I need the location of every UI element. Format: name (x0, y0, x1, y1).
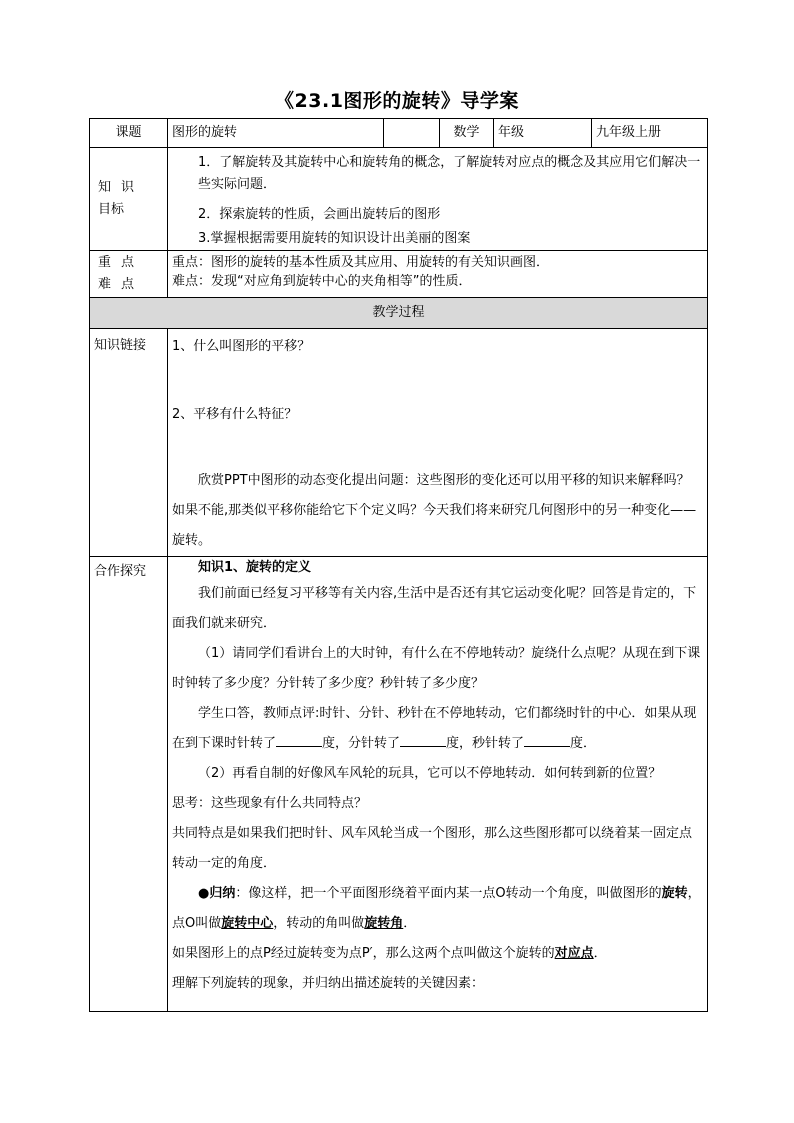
topic-value: 图形的旋转 (168, 119, 384, 148)
objectives-row (90, 148, 708, 251)
link-question-2: 2、平移有什么特征？ (172, 407, 298, 422)
explore-paragraph: 我们前面已经复习平移等有关内容,生活中是否还有其它运动变化呢？回答是肯定的，下面我们就来研究． (172, 586, 697, 631)
explore-paragraph: （2）再看自制的好像风车风轮的玩具，它可以不停地转动．如何转到新的位置？ (198, 766, 662, 781)
links-row (90, 329, 708, 557)
answer-blank[interactable] (276, 732, 322, 747)
link-question-1: 1、什么叫图形的平移？ (172, 339, 311, 354)
answer-blank[interactable] (524, 732, 570, 747)
term-rotation-angle: 旋转角 (364, 916, 404, 931)
bullet-icon: ● (198, 886, 210, 901)
explore-label: 合作探究 (90, 557, 168, 1012)
topic-label: 课题 (90, 119, 168, 148)
grade-value: 九年级上册 (592, 119, 708, 148)
important-point: 重点：图形的旋转的基本性质及其应用、用旋转的有关知识画图． (172, 255, 550, 270)
explore-paragraph: 学生口答，教师点评:时针、分针、秒针在不停地转动，它们都绕时针的中心．如果从现在到下课时针转了 度，分针转了 度，秒针转了 度． (172, 706, 697, 751)
objectives-label-2: 目标 (98, 202, 125, 217)
explore-paragraph: 如果图形上的点P经过旋转变为点P′，那么这两个点叫做这个旋转的对应点． (172, 946, 607, 961)
term-rotation-center: 旋转中心 (221, 916, 274, 931)
explore-heading: 知识1、旋转的定义 (198, 560, 312, 575)
objectives-label-cell (90, 148, 168, 251)
links-content (168, 329, 708, 557)
explore-content (168, 557, 708, 1012)
explore-paragraph: （1）请同学们看讲台上的大时钟，有什么在不停地转动？旋绕什么点呢？从现在到下课时钟转了多少度？分针转了多少度？秒针转了多少度？ (172, 646, 701, 691)
term-rotation: 旋转 (661, 886, 688, 901)
difficult-point: 难点：发现“对应角到旋转中心的夹角相等”的性质． (172, 274, 472, 289)
empty-cell (384, 119, 440, 148)
explore-row (90, 557, 708, 1012)
link-paragraph: 欣赏PPT中图形的动态变化提出问题：这些图形的变化还可以用平移的知识来解释吗？如果不能,那类似平移你能给它下个定义吗？今天我们将来研究几何图形中的另一种变化——旋转。 (172, 473, 697, 548)
objectives-content (168, 148, 708, 251)
objective-item: 2．探索旋转的性质，会画出旋转后的图形 (198, 207, 441, 222)
objective-item: 3.掌握根据需要用旋转的知识设计出美丽的图案 (198, 231, 471, 246)
answer-blank[interactable] (400, 732, 446, 747)
explore-paragraph: 理解下列旋转的现象，并归纳出描述旋转的关键因素： (172, 976, 485, 991)
page-title: 《23.1图形的旋转》导学案 (275, 90, 519, 112)
grade-label: 年级 (494, 119, 592, 148)
process-bar (90, 298, 708, 329)
explore-paragraph: 思考：这些现象有什么共同特点？ (172, 796, 368, 811)
links-label: 知识链接 (90, 329, 168, 557)
subject-value: 数学 (440, 119, 494, 148)
keypoints-label-2: 难点 (98, 277, 145, 292)
process-title: 教学过程 (90, 298, 708, 329)
term-corresponding-point: 对应点 (554, 946, 594, 961)
summary-label: 归纳 (209, 886, 236, 901)
keypoints-label-cell (90, 251, 168, 298)
objectives-label-1: 知识 (98, 180, 145, 195)
header-row (90, 119, 708, 148)
explore-paragraph: 共同特点是如果我们把时针、风车风轮当成一个图形，那么这些图形都可以绕着某一固定点转动一定的角度． (172, 826, 693, 871)
summary-paragraph: ●归纳：像这样，把一个平面图形绕着平面内某一点O转动一个角度，叫做图形的旋转，点O叫做旋转中心，转动的角叫做旋转角． (172, 886, 701, 931)
keypoints-content (168, 251, 708, 298)
objective-item: 1．了解旋转及其旋转中心和旋转角的概念，了解旋转对应点的概念及其应用它们解决一些实际问题． (198, 155, 701, 192)
keypoints-row (90, 251, 708, 298)
lesson-table (89, 118, 708, 1012)
keypoints-label-1: 重点 (98, 255, 145, 270)
